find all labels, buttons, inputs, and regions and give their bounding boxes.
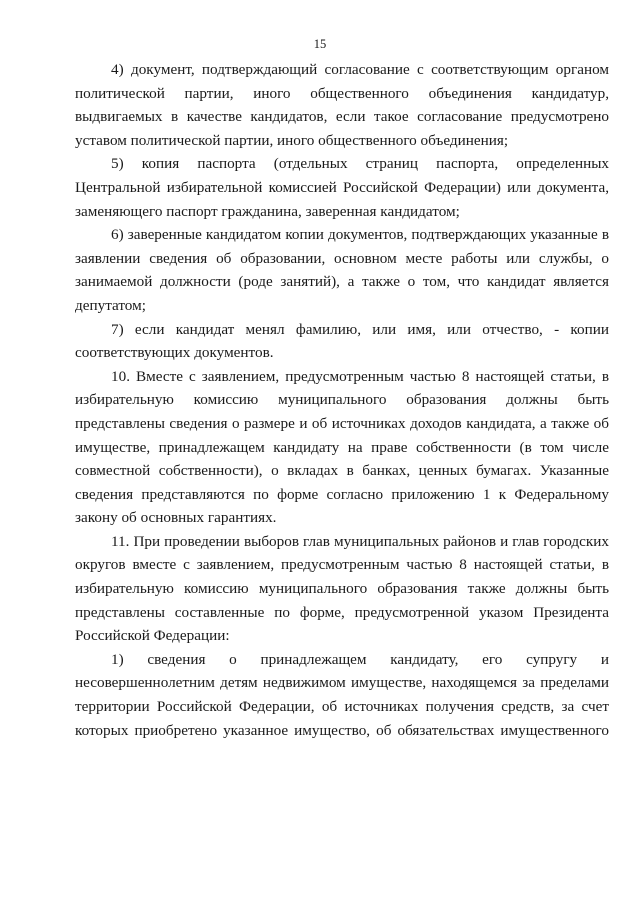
document-body <box>75 58 609 742</box>
paragraph-item-4: 4) документ, подтверждающий согласование с соответствующим органом политической партии, иного общественного объединения кандидатур, выдвигаемых в качестве кандидатов, если такое согласование предусмотрено уставом политической партии, иного общественного объединения; <box>75 61 609 149</box>
paragraph-item-1: 1) сведения о принадлежащем кандидату, его супругу и несовершеннолетним детям недвижимом имуществе, находящемся за пределами территории Российской Федерации, об источниках получения средств, за счет которых приобретено указанное имущество, об обязательствах имущественного <box>75 650 609 739</box>
page-number: 15 <box>313 37 327 51</box>
paragraph-item-5: 5) копия паспорта (отдельных страниц паспорта, определенных Центральной избирательной комиссией Российской Федерации) или документа, заменяющего паспорт гражданина, заверенная кандидатом; <box>75 155 609 220</box>
paragraph-item-7: 7) если кандидат менял фамилию, или имя, или отчество, - копии соответствующих документов. <box>75 320 609 362</box>
paragraph-item-6: 6) заверенные кандидатом копии документов, подтверждающих указанные в заявлении сведения об образовании, основном месте работы или службы, о занимаемой должности (роде занятий), а также о том, что кандидат является депутатом; <box>75 226 609 314</box>
paragraph-part-10: 10. Вместе с заявлением, предусмотренным частью 8 настоящей статьи, в избирательную комиссию муниципального образования должны быть представлены сведения о размере и об источниках доходов кандидата, а также об имуществе, принадлежащем кандидату на праве собственности (в том числе совместной собственности), о вкладах в банках, ценных бумагах. Указанные сведения представляются по форме согласно приложению 1 к Федеральному закону об основных гарантиях. <box>75 367 609 527</box>
paragraph-part-11: 11. При проведении выборов глав муниципальных районов и глав городских округов вместе с заявлением, предусмотренным частью 8 настоящей статьи, в избирательную комиссию муниципального образования также должны быть представлены составленные по форме, предусмотренной указом Президента Российской Федерации: <box>75 532 609 645</box>
